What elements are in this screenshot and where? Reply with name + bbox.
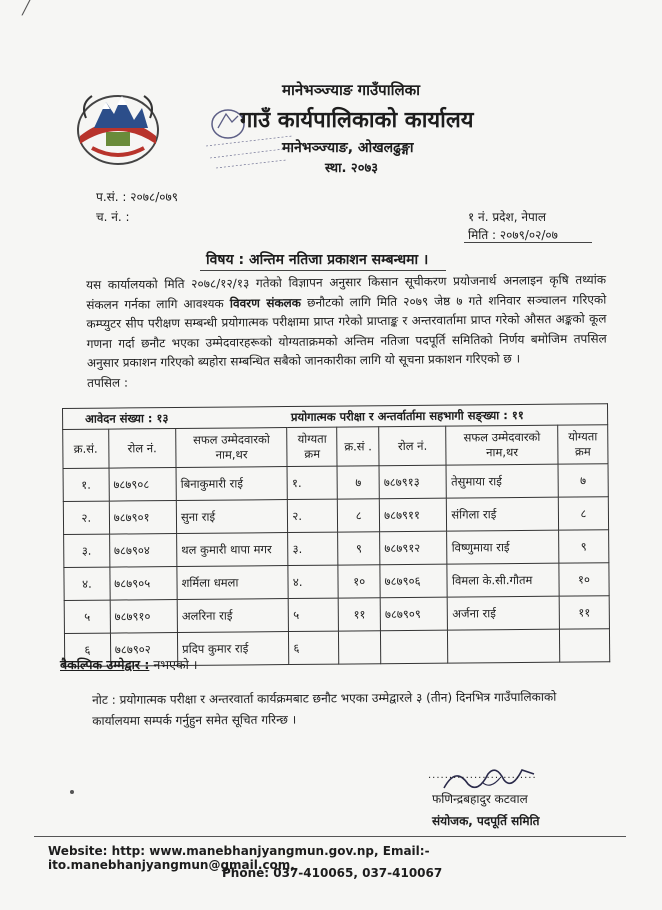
- signatory-title: संयोजक, पदपूर्ति समिति: [432, 814, 540, 828]
- cell-roll-2: [381, 630, 449, 664]
- corner-tick-mark: ╱: [22, 0, 31, 16]
- cell-rank-2: ९: [559, 530, 609, 563]
- cell-sn: ३.: [64, 534, 110, 567]
- letter-subject: विषय : अन्तिम नतिजा प्रकाशन सम्बन्धमा ।: [206, 252, 429, 268]
- alternate-candidate: [60, 656, 198, 673]
- cell-roll-2: ७८७९०६: [380, 564, 448, 598]
- col-header-name-2: सफल उम्मेदवारको नाम,थर: [446, 425, 558, 465]
- cell-rank: ४.: [288, 565, 338, 598]
- results-table: [62, 403, 610, 667]
- col-header-rank-2: योग्यता क्रम: [558, 425, 608, 464]
- col-header-rank: योग्यता क्रम: [287, 427, 337, 466]
- cell-rank: २.: [288, 499, 338, 532]
- table-row: [64, 596, 609, 634]
- nepal-emblem-icon: [72, 78, 164, 170]
- cell-name: बिनाकुमारी राई: [176, 467, 288, 501]
- cell-name-2: संगिला राई: [447, 497, 559, 531]
- cell-name: सुना राई: [176, 500, 288, 534]
- col-header-roll: रोल नं.: [108, 429, 176, 469]
- cell-sn: १.: [63, 468, 109, 501]
- subject-underline: [200, 270, 446, 271]
- col-header-sn-2: क्र.सं .: [337, 427, 379, 466]
- alternate-value: नभएको ।: [153, 657, 198, 672]
- cell-rank: ३.: [288, 532, 338, 565]
- results-table-wrapper: [62, 403, 610, 667]
- cell-name-2: [448, 629, 560, 663]
- cell-roll-2: ७८७९१३: [379, 465, 447, 499]
- body-text-part2: छनौटको लागि मिति २०७९ जेष्ठ ७ गते शनिवार सञ्चालन गरिएको कम्प्युटर सीप परीक्षण सम्बन्धी प्रयोगात्मक परीक्षामा प्राप्त गरेको प्राप्ताङ्क र अन्तरवार्तामा प्राप्त गरेको औसत अङ्कको कूल गणना गर्दा छनौट भएका उम्मेदवारहरूको योग्यताक्रमको अन्तिम नतिजा पदपूर्ति समितिको निर्णय बमोजिम तपसिल अनुसार प्रकाशन गरिएको ब्यहोरा सम्बन्धित सबैको जानकारीका लागि यो सूचना प्रकाशन गरिएको छ ।: [86, 292, 607, 370]
- table-row: [64, 530, 609, 568]
- office-address: मानेभञ्ज्याङ, ओखलढुङ्गा: [282, 140, 414, 156]
- cell-roll: ७८७९१०: [110, 600, 178, 634]
- cell-rank-2: ७: [558, 464, 608, 497]
- cell-rank-2: ८: [558, 497, 608, 530]
- footer-phone: Phone: 037-410065, 037-410067: [222, 866, 443, 880]
- office-name: गाउँ कार्यपालिकाको कार्यालय: [240, 108, 474, 133]
- signature-dotted-line: ..........................: [428, 770, 537, 781]
- table-row: [64, 563, 609, 601]
- body-text-part1: यस कार्यालयको मिति २०७८/१२/१३ गतेको विज्ञापन अनुसार किसान सूचीकरण प्रयोजनार्थ अनलाइन कृषि तथ्यांक संकलन गर्नका लागि आवश्यक: [86, 272, 607, 312]
- cell-sn: ६: [64, 633, 110, 666]
- cell-sn: ४.: [64, 567, 110, 600]
- table-row: [63, 497, 608, 535]
- cell-name: शर्मिला धमला: [177, 566, 289, 600]
- col-header-name: सफल उम्मेदवारको नाम,थर: [176, 428, 288, 468]
- cell-sn-2: ७: [337, 466, 379, 499]
- cell-name-2: अर्जना राई: [448, 596, 560, 630]
- org-name: मानेभञ्ज्याङ गाउँपालिका: [282, 81, 421, 99]
- body-text-bold: विवरण संकलक: [229, 295, 302, 310]
- cell-roll-2: ७८७९०९: [380, 597, 448, 631]
- date-underline: [464, 242, 592, 243]
- alternate-label: बैकल्पिक उम्मेद्वार :: [60, 657, 150, 672]
- cell-sn-2: ९: [338, 532, 380, 565]
- cell-sn-2: १०: [338, 565, 380, 598]
- cell-sn-2: ११: [338, 598, 380, 631]
- established-year: स्था. २०७३: [325, 161, 378, 176]
- table-header-row: [63, 425, 608, 469]
- cell-sn-2: [339, 631, 381, 664]
- province-label: १ नं. प्रदेश, नेपाल: [468, 210, 547, 224]
- cell-name-2: विष्णुमाया राई: [447, 530, 559, 564]
- cell-roll: ७८७९०५: [110, 567, 178, 601]
- cell-name-2: तेसुमाया राई: [446, 464, 558, 498]
- footer-website-email: Website: http: www.manebhanjyangmun.gov.np, Email:-ito.manebhanjyangmun@gmail.com,: [48, 844, 430, 872]
- cell-roll-2: ७८७९१२: [380, 531, 448, 565]
- cell-rank-2: [559, 629, 609, 662]
- cell-name: अलरिना राई: [177, 599, 289, 633]
- cell-sn-2: ८: [338, 499, 380, 532]
- participants-count: प्रयोगात्मक परीक्षा र अन्तर्वार्तामा सहभागी सङ्ख्या : ११: [287, 404, 608, 428]
- table-row: [63, 464, 608, 502]
- cell-roll: ७८७९०१: [109, 501, 177, 535]
- cell-roll: ७८७९०४: [109, 534, 177, 568]
- cell-rank: १.: [287, 466, 337, 499]
- cell-rank-2: १०: [559, 563, 609, 596]
- table-body: [63, 464, 610, 667]
- cell-rank: ६: [289, 631, 339, 664]
- stray-dot: [70, 790, 74, 794]
- cell-rank: ५: [289, 598, 339, 631]
- cell-sn: २.: [63, 501, 109, 534]
- cell-roll: ७८७९०८: [109, 468, 177, 502]
- cell-rank-2: ११: [559, 596, 609, 629]
- letter-date: मिति : २०७९/०२/०७: [468, 228, 558, 242]
- signatory-name: फणिन्द्रबहादुर कटवाल: [432, 792, 528, 806]
- dispatch-number: च. नं. :: [96, 210, 130, 224]
- applications-count: आवेदन संख्या : १३: [63, 407, 288, 430]
- col-header-sn: क्र.सं.: [63, 429, 109, 468]
- cell-name-2: विमला के.सी.गौतम: [447, 563, 559, 597]
- letter-body: [86, 271, 607, 393]
- note-text: नोट : प्रयोगात्मक परीक्षा र अन्तरवार्ता कार्यक्रमबाट छनौट भएका उम्मेद्वारले ३ (तीन) दिनभित्र गाउँपालिकाको कार्यालयमा सम्पर्क गर्नुहुन समेत सूचित गरिन्छ ।: [92, 689, 557, 728]
- reference-number: प.सं. : २०७८/०७९: [96, 190, 178, 204]
- cell-roll: ७८७९०२: [110, 633, 178, 667]
- cell-roll-2: ७८७९११: [379, 498, 447, 532]
- footer-divider: [34, 836, 626, 837]
- col-header-roll-2: रोल नं.: [379, 426, 447, 466]
- cell-name: थल कुमारी थापा मगर: [177, 533, 289, 567]
- tapsil-label: तपसिल :: [87, 375, 129, 390]
- cell-sn: ५: [64, 600, 110, 633]
- cell-name: प्रदिप कुमार राई: [177, 632, 289, 666]
